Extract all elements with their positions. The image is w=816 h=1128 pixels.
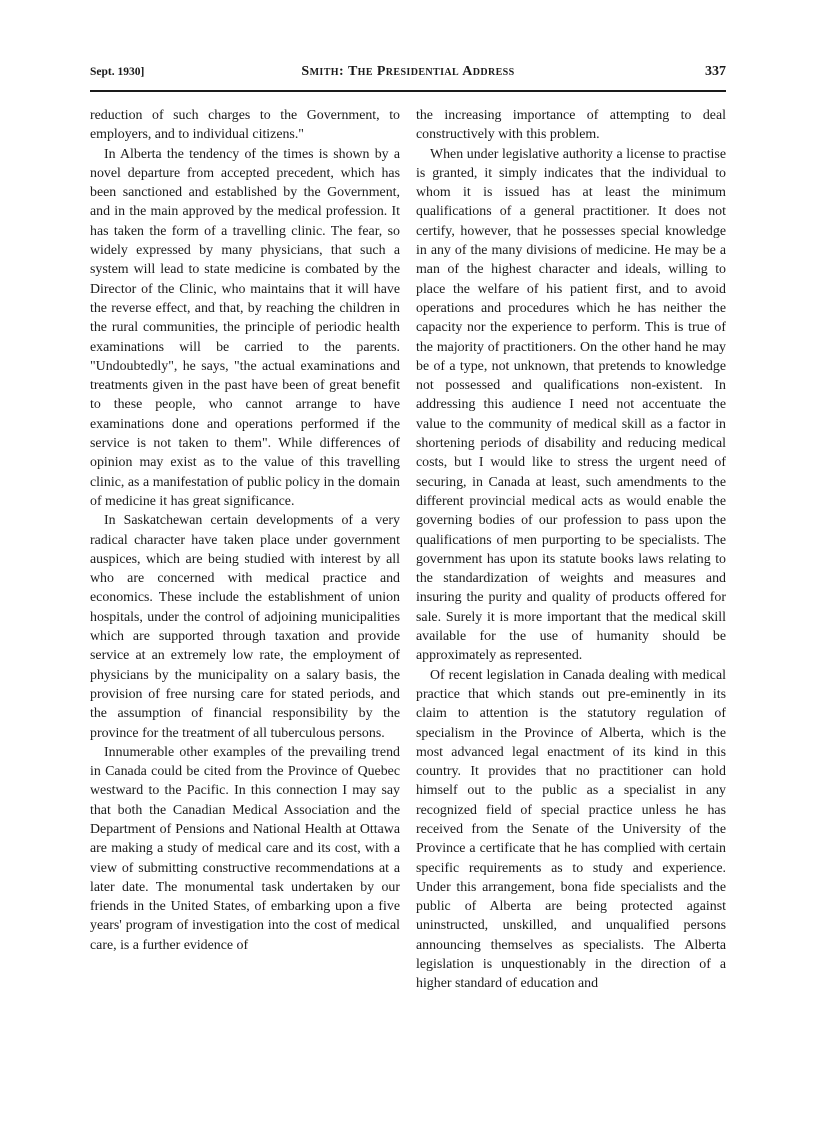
paragraph: the increasing importance of attempting to deal constructively with this problem. (416, 108, 726, 143)
issue-date: Sept. 1930] (90, 66, 145, 78)
paragraph: In Saskatchewan certain developments of a very radical character have taken place under government auspices, which are being studied with interest by all who are concerned with medical practice and economics. These include the establishment of union hospitals, under the control of adjoining municipalities which are supported through taxation and provide service at an extremely low rate, the employment of physicians by the municipality on a salary basis, the provision of free nursing care for stated periods, and the assumption of financial responsibility by the province for the treatment of all tuberculous persons. (90, 513, 400, 741)
running-header (90, 62, 726, 84)
paragraph: reduction of such charges to the Government, to employers, and to individual citizens." (90, 108, 400, 143)
left-column (90, 106, 400, 955)
paragraph: Of recent legislation in Canada dealing with medical practice that which stands out pre-eminently in its claim to attention is the statutory regulation of specialism in the Province of Alberta, which is the most advanced legal enactment of its kind in this country. It provides that no practitioner can hold himself out to the public as a specialist in any recognized field of special practice unless he has received from the Senate of the University of the Province a certificate that he has complied with certain specific requirements as to study and experience. Under this arrangement, bona fide specialists and the public of Alberta are being protected against uninstructed, unskilled, and unqualified persons announcing themselves as specialists. The Alberta legislation is unquestionably in the direction of a higher standard of education and (416, 667, 726, 992)
running-title (90, 64, 726, 80)
title-separator: : (338, 64, 345, 79)
paragraph: When under legislative authority a license to practise is granted, it simply indicates that the individual to whom it is issued has at least the minimum qualifications of a general practitioner. It does not certify, however, that he possesses special knowledge in any of the many divisions of medicine. He may be a man of the highest character and ideals, willing to place the welfare of his patient first, and to avoid operations and procedures which he has neither the capacity nor the experience to perform. This is true of the majority of practitioners. On the other hand he may be of a type, not unknown, that pretends to knowledge not possessed and qualifications non-existent. In addressing this audience I need not accentuate the value to the community of medical skill as a factor in shortening periods of disability and reducing medical costs, but I would like to stress the urgent need of securing, in Canada at least, such amendments to the different provincial medical acts as would enable the governing bodies of our profession to pass upon the qualifications of men purporting to be specialists. The government has upon its statute books laws relating to the standardization of weights and measures and insuring the purity and quality of products offered for sale. Surely it is more important that the medical skill available for the use of humanity should be approximately as represented. (416, 146, 726, 664)
author-name: Smith (301, 64, 339, 79)
paragraph: In Alberta the tendency of the times is shown by a novel departure from accepted precedent, which has been sanctioned and established by the Government, and in the main approved by the medical profession. It has taken the form of a travelling clinic. The fear, so widely expressed by many physicians, that such a system will lead to state medicine is combated by the Director of the Clinic, who maintains that it will have the reverse effect, and that, by reaching the children in the rural communities, the principle of periodic health examinations will be carried to the parents. "Undoubtedly", he says, "the actual examinations and treatments given in the past have been of great benefit to these people, who cannot arrange to have examinations done and operations performed if the service is not taken to them". While differences of opinion may exist as to the value of this travelling clinic, as a manifestation of public policy in the domain of medicine it has great significance. (90, 146, 400, 509)
page-number: 337 (705, 64, 726, 79)
right-column (416, 106, 726, 994)
header-rule (90, 90, 726, 92)
article-title: The Presidential Address (347, 64, 515, 79)
paragraph: Innumerable other examples of the prevailing trend in Canada could be cited from the Province of Quebec westward to the Pacific. In this connection I may say that both the Canadian Medical Association and the Department of Pensions and National Health at Ottawa are making a study of medical care and its cost, with a view of submitting constructive recommendations at a later date. The monumental task undertaken by our friends in the United States, of embarking upon a five years' program of investigation into the cost of medical care, is a further evidence of (90, 744, 400, 953)
